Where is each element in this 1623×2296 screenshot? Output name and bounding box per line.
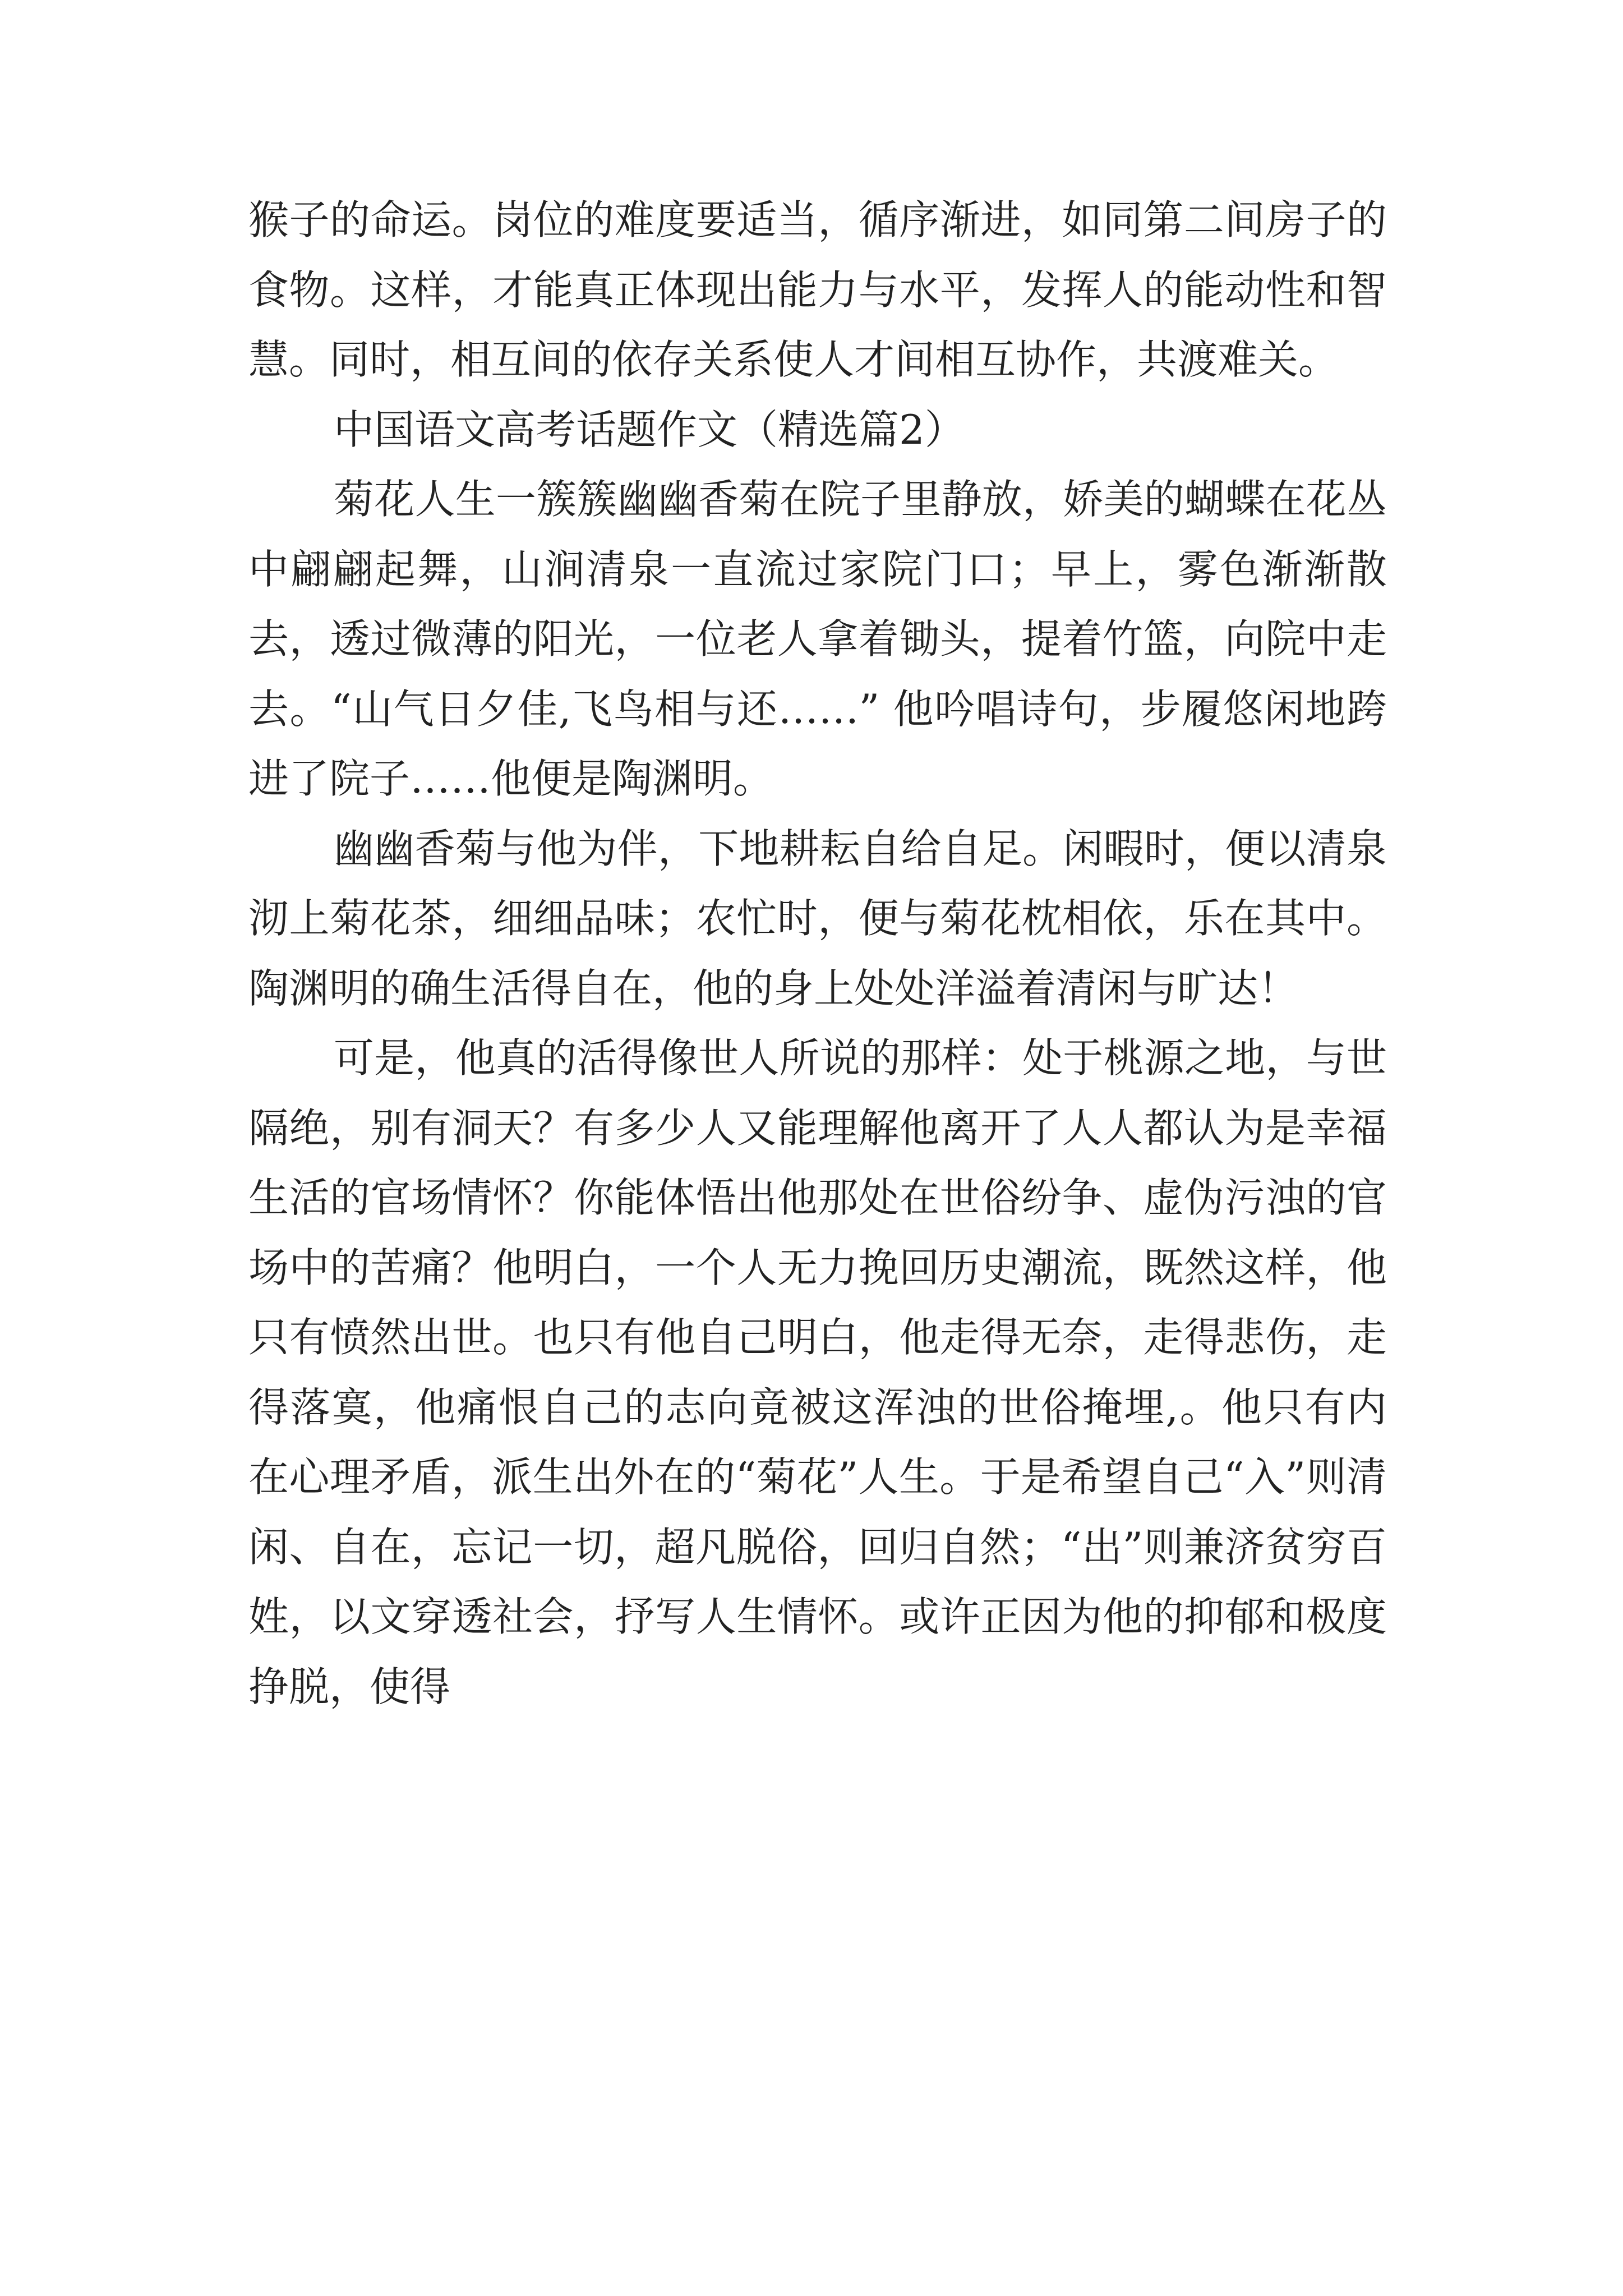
paragraph: 菊花人生一簇簇幽幽香菊在院子里静放，娇美的蝴蝶在花丛中翩翩起舞，山涧清泉一直流过家院门口；早上，雾色渐渐散去，透过微薄的阳光，一位老人拿着锄头，提着竹篮，向院中走去。“山气日夕佳,飞鸟相与还……” 他吟唱诗句，步履悠闲地跨进了院子……他便是陶渊明。 bbox=[248, 476, 1387, 802]
essay-heading: 中国语文高考话题作文（精选篇2） bbox=[334, 406, 965, 453]
document-body bbox=[248, 185, 1387, 1722]
paragraph: 幽幽香菊与他为伴，下地耕耘自给自足。闲暇时，便以清泉沏上菊花茶，细细品味；农忙时，便与菊花枕相依，乐在其中。陶渊明的确生活得自在，他的身上处处洋溢着清闲与旷达！ bbox=[248, 825, 1387, 1012]
paragraph: 可是，他真的活得像世人所说的那样：处于桃源之地，与世隔绝，别有洞天？有多少人又能理解他离开了人人都认为是幸福生活的官场情怀？你能体悟出他那处在世俗纷争、虚伪污浊的官场中的苦痛？他明白，一个人无力挽回历史潮流，既然这样，他只有愤然出世。也只有他自己明白，他走得无奈，走得悲伤，走得落寞，他痛恨自己的志向竟被这浑浊的世俗掩埋,。他只有内在心理矛盾，派生出外在的“菊花”人生。于是希望自己“入”则清闲、自在，忘记一切，超凡脱俗，回归自然；“出”则兼济贫穷百姓，以文穿透社会，抒写人生情怀。或许正因为他的抑郁和极度挣脱，使得 bbox=[248, 1034, 1387, 1710]
paragraph-continuation: 猴子的命运。岗位的难度要适当，循序渐进，如同第二间房子的食物。这样，才能真正体现出能力与水平，发挥人的能动性和智慧。同时，相互间的依存关系使人才间相互协作，共渡难关。 bbox=[248, 196, 1387, 383]
